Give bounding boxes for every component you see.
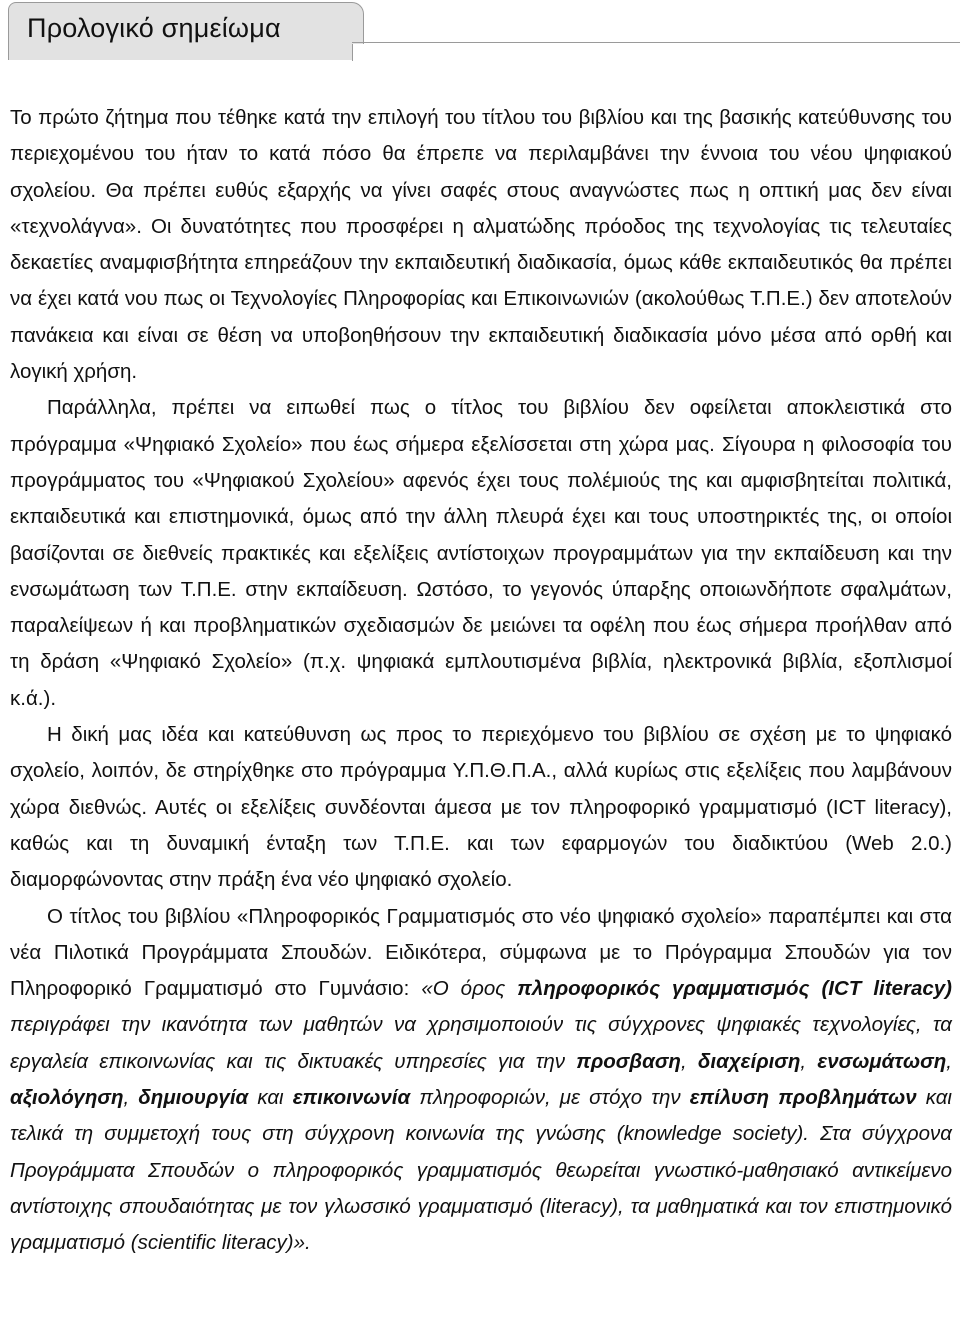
- quote-bold-4: ενσωμάτωση: [817, 1049, 947, 1073]
- quote-part-9: και τελικά τη συμμετοχή τους στη σύγχρονη κοινωνία της γνώσης (knowledge society). Στα σύγχρονα Προγράμματα Σπουδών ο πληροφορικός γραμματισμός θεωρείται γνωστικό-μαθησιακό αντικείμενο αντίστοιχης σπουδαιότητας με τον γλωσσικό γραμματισμό (literacy), τα μαθηματικά και τον επιστημονικό γραμματισμό (scientific literacy)».: [10, 1086, 952, 1255]
- page-title: Προλογικό σημείωμα: [27, 13, 281, 43]
- header-rule: [352, 42, 960, 43]
- quote-part-7: και: [248, 1086, 293, 1110]
- quote-bold-1: πληροφορικός γραμματισμός (ICT literacy): [517, 977, 952, 1001]
- paragraph-4: [10, 899, 952, 1262]
- quote-part-8: πληροφοριών, με στόχο την: [410, 1086, 690, 1110]
- quote-bold-3: διαχείριση: [697, 1049, 801, 1073]
- header-tab-corner: [336, 2, 364, 44]
- body-text: [10, 100, 952, 1262]
- quote-part-5: ,: [946, 1049, 952, 1073]
- quote-part-2: περιγράφει την ικανότητα των μαθητών να χρησιμοποιούν τις σύγχρονες ψηφιακές τεχνολογίες, τα εργαλεία επικοινωνίας και τις δικτυακές υπηρεσίες για την: [10, 1013, 952, 1073]
- quote-bold-7: επικοινωνία: [292, 1086, 411, 1110]
- quote-part-1: «Ο όρος: [421, 977, 518, 1001]
- paragraph-1: Το πρώτο ζήτημα που τέθηκε κατά την επιλογή του τίτλου του βιβλίου και της βασικής κατεύθυνσης του περιεχομένου του ήταν το κατά πόσο θα έπρεπε να περιλαμβάνει την έννοια του νέου ψηφιακού σχολείου. Θα πρέπει ευθύς εξαρχής να γίνει σαφές στους αναγνώστες πως η οπτική μας δεν είναι «τεχνολάγνα». Οι δυνατότητες που προσφέρει η αλματώδης πρόοδος της τεχνολογίας τις τελευταίες δεκαετίες αναμφισβήτητα επηρεάζουν την εκπαιδευτική διαδικασία, όμως κάθε εκπαιδευτικός θα πρέπει να έχει κατά νου πως οι Τεχνολογίες Πληροφορίας και Επικοινωνιών (ακολούθως Τ.Π.Ε.) δεν αποτελούν πανάκεια και είναι σε θέση να υποβοηθήσουν την εκπαιδευτική διαδικασία μόνο μέσα από ορθή και λογική χρήση.: [10, 106, 952, 384]
- quote-bold-8: επίλυση προβλημάτων: [689, 1086, 917, 1110]
- paragraph-3: Η δική μας ιδέα και κατεύθυνση ως προς το περιεχόμενο του βιβλίου σε σχέση με το ψηφιακό σχολείο, λοιπόν, δε στηρίχθηκε στο πρόγραμμα Υ.Π.Θ.Π.Α., αλλά κυρίως στις εξελίξεις που λαμβάνουν χώρα διεθνώς. Αυτές οι εξελίξεις συνδέονται άμεσα με τον πληροφορικό γραμματισμό (ICT literacy), καθώς και τη δυναμική ένταξη των Τ.Π.Ε. και των εφαρμογών του διαδικτύου (Web 2.0.) διαμορφώνοντας στην πράξη ένα νέο ψηφιακό σχολείο.: [10, 723, 952, 892]
- quote-bold-5: αξιολόγηση: [10, 1086, 124, 1110]
- quote-part-6: ,: [123, 1086, 139, 1110]
- quote-bold-2: προσβαση: [576, 1049, 681, 1073]
- quote-bold-6: δημιουργία: [138, 1086, 249, 1110]
- paragraph-2: Παράλληλα, πρέπει να ειπωθεί πως ο τίτλος του βιβλίου δεν οφείλεται αποκλειστικά στο πρόγραμμα «Ψηφιακό Σχολείο» που έως σήμερα εξελίσσεται στη χώρα μας. Σίγουρα η φιλοσοφία του προγράμματος του «Ψηφιακού Σχολείου» αφενός έχει τους πολέμιούς της και αμφισβητείται πολιτικά, εκπαιδευτικά και επιστημονικά, όμως από την άλλη πλευρά έχει και τους υποστηρικτές της, οι οποίοι βασίζονται σε διεθνείς πρακτικές και εξελίξεις αντίστοιχων προγραμμάτων για την εκπαίδευση και την ενσωμάτωση των Τ.Π.Ε. στην εκπαίδευση. Ωστόσο, το γεγονός ύπαρξης οποιωνδήποτε σφαλμάτων, παραλείψεων ή και προβληματικών σχεδιασμών δε μειώνει τα οφέλη που έως σήμερα προήλθαν από τη δράση «Ψηφιακό Σχολείο» (π.χ. ψηφιακά εμπλουτισμένα βιβλία, ηλεκτρονικά βιβλία, εξοπλισμοί κ.ά.).: [10, 396, 952, 710]
- quote-part-3: ,: [680, 1049, 698, 1073]
- quote-part-4: ,: [800, 1049, 818, 1073]
- paragraph-4-lead: Ο τίτλος του βιβλίου «Πληροφορικός Γραμματισμός στο νέο ψηφιακό σχολείο» παραπέμπει και στα νέα Πιλοτικά Προγράμματα Σπουδών. Ειδικότερα, σύμφωνα με το Πρόγραμμα Σπουδών για τον Πληροφορικό Γραμματισμό στο Γυμνάσιο:: [10, 904, 952, 1001]
